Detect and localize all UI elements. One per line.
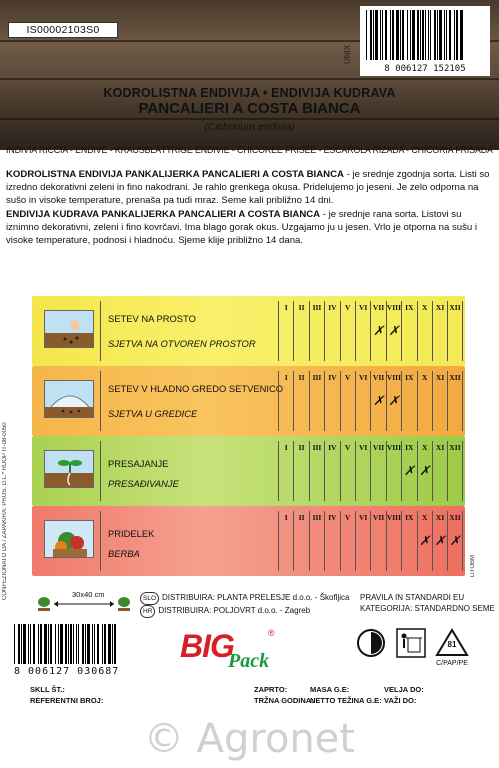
- barcode-bar: [104, 624, 106, 664]
- footer-sealed: [254, 684, 314, 706]
- barcode-bar: [385, 10, 387, 60]
- barcode-bar: [400, 10, 401, 60]
- barcode-bar: [373, 10, 374, 60]
- barcode-bar: [412, 10, 415, 60]
- month-mark: ✗: [388, 393, 400, 408]
- barcode-bar: [65, 624, 67, 664]
- barcode-bar: [375, 10, 378, 60]
- month-cell: [417, 441, 432, 501]
- month-label: VIII: [386, 513, 402, 522]
- barcode-bar: [410, 10, 411, 60]
- latin-name: (Cichorium endivia): [204, 121, 295, 133]
- distributors: [140, 592, 349, 618]
- footer-lot: [30, 684, 103, 706]
- month-label: IV: [328, 373, 337, 382]
- barcode-bar: [417, 10, 419, 60]
- month-label: VII: [372, 303, 385, 312]
- row-label-hr: BERBA: [108, 548, 140, 559]
- distributor-sl-text: DISTRIBUIRA: PLANTA PRELESJE d.o.o. - Škofljica: [162, 593, 350, 602]
- barcode-bar: [73, 624, 74, 664]
- month-cell: [401, 441, 416, 501]
- month-cell: [386, 371, 401, 431]
- month-mark: ✗: [388, 323, 400, 338]
- month-label: XII: [449, 303, 461, 312]
- logo-big: BIG: [180, 628, 234, 664]
- watermark-text: © Agronet: [143, 716, 356, 762]
- month-cell: [293, 301, 308, 361]
- footer-velja: VELJA DO:: [384, 685, 424, 694]
- green-dot-icon: [356, 628, 386, 658]
- side-text-packer: CONFEZIONATO DA / ZAPAKIRA: PROS. D.L.* RUOP IT-08-0050: [2, 422, 8, 600]
- month-cell: [293, 441, 308, 501]
- barcode-bar: [18, 624, 20, 664]
- barcode-bar: [114, 624, 116, 664]
- barcode-bar: [94, 624, 95, 664]
- month-label: I: [284, 303, 288, 312]
- month-cell: [324, 371, 339, 431]
- row-label-sl: SETEV NA PROSTO: [108, 313, 196, 324]
- month-label: IX: [405, 443, 414, 452]
- row-label-hr: SJETVA NA OTVOREN PROSTOR: [108, 338, 256, 349]
- footer-trzna: TRŽNA GODINA:: [254, 696, 314, 705]
- eu-rules: [360, 592, 495, 614]
- month-cell: [370, 511, 385, 571]
- recycling-code: C/PAP/PE: [436, 660, 468, 667]
- month-label: XI: [435, 373, 445, 382]
- country-code-hr: HR: [140, 605, 155, 618]
- barcode-bar: [76, 624, 77, 664]
- description: [6, 168, 494, 247]
- month-cell: [432, 511, 447, 571]
- month-cell: [340, 371, 355, 431]
- barcode-bar: [392, 10, 394, 60]
- month-label: VIII: [386, 443, 402, 452]
- month-cell: [417, 511, 432, 571]
- month-label: V: [345, 303, 351, 312]
- barcode-bar: [456, 10, 458, 60]
- barcode-bar: [108, 624, 111, 664]
- barcode-bar: [40, 624, 42, 664]
- month-label: IX: [405, 303, 414, 312]
- month-cell: [432, 441, 447, 501]
- month-cell: [417, 301, 432, 361]
- recycling-number: 81: [447, 640, 457, 649]
- description-sl-text: - je srednje zgodnja sorta. Listi so izredno dekorativni zeleni in fino nakodrani. Je rahlo grenkega okusa. Pridelujemo jo jeseni. Je zelo odporna na sušo in visoke temperature, prenaša pa tudi mraz. Seme kali približno 14 dni.: [6, 169, 490, 207]
- month-label: X: [422, 443, 428, 452]
- separator: [100, 441, 101, 501]
- month-cell: [417, 371, 432, 431]
- month-grid: [278, 371, 463, 431]
- row-label-sl: PRESAJANJE: [108, 458, 169, 469]
- month-cell: [309, 511, 324, 571]
- month-cell: [278, 511, 293, 571]
- month-label: II: [298, 303, 305, 312]
- barcode-bar: [402, 10, 404, 60]
- month-cell: [355, 511, 370, 571]
- logo-pack: Pack: [228, 650, 270, 672]
- barcode-bar: [112, 624, 113, 664]
- month-label: X: [422, 373, 428, 382]
- month-label: II: [298, 443, 305, 452]
- barcode-top-number: 8 006127 152105: [384, 64, 466, 74]
- month-label: III: [312, 513, 322, 522]
- month-label: VII: [372, 513, 385, 522]
- month-cell: [401, 371, 416, 431]
- barcode-bar: [48, 624, 49, 664]
- barcode-bar: [60, 624, 63, 664]
- month-cell: [293, 371, 308, 431]
- barcode-bar: [439, 10, 442, 60]
- month-cell: [370, 301, 385, 361]
- description-sl-title: KODROLISTNA ENDIVIJA PANKALIJERKA PANCALIERI A COSTA BIANCA: [6, 169, 344, 180]
- footer-zaprto: ZAPRTO:: [254, 685, 288, 694]
- month-cell: [293, 511, 308, 571]
- barcode-bar: [366, 10, 367, 60]
- month-cell: [447, 301, 462, 361]
- month-cell: [340, 301, 355, 361]
- barcode-bar: [102, 624, 103, 664]
- month-cell: [355, 441, 370, 501]
- month-label: VI: [358, 513, 368, 522]
- month-cell: [309, 301, 324, 361]
- barcode-bar: [380, 10, 381, 60]
- sowing-outdoor-icon: [44, 310, 94, 348]
- month-mark: ✗: [373, 393, 384, 408]
- month-cell: [447, 441, 462, 501]
- month-mark: ✗: [434, 533, 446, 548]
- coldframe-icon: [44, 380, 94, 418]
- month-label: V: [345, 373, 351, 382]
- month-label: VIII: [386, 303, 402, 312]
- barcode-bar: [21, 624, 22, 664]
- dispose-bin-icon: [396, 628, 426, 658]
- barcode-bar: [430, 10, 431, 60]
- barcode-bar: [50, 624, 52, 664]
- barcode-bar: [460, 10, 463, 60]
- month-cell: [401, 511, 416, 571]
- barcode-bar: [87, 624, 90, 664]
- footer-weight: [310, 684, 382, 706]
- month-cell: [432, 371, 447, 431]
- month-label: XII: [449, 443, 461, 452]
- footer-skll: SKLL ŠT.:: [30, 685, 65, 694]
- barcode-bar: [82, 624, 84, 664]
- month-label: V: [345, 513, 351, 522]
- barcode-bar: [434, 10, 436, 60]
- month-cell: [309, 371, 324, 431]
- month-cell: [278, 301, 293, 361]
- month-cell: [278, 371, 293, 431]
- row-label-hr: PRESAĐIVANJE: [108, 478, 179, 489]
- month-cell: [340, 441, 355, 501]
- barcode-top: [360, 6, 490, 76]
- month-label: II: [298, 513, 305, 522]
- month-label: VI: [358, 303, 368, 312]
- month-label: VI: [358, 373, 368, 382]
- spacing-value: 30x40 cm: [72, 590, 105, 599]
- distributor-hr-text: DISTRIBUIRA: POLJOVRT d.o.o. - Zagreb: [158, 606, 311, 615]
- barcode-bar: [23, 624, 26, 664]
- barcode-bar: [58, 624, 59, 664]
- harvest-icon: [44, 520, 94, 558]
- month-label: V: [345, 443, 351, 452]
- country-code-sl: SLO: [140, 592, 159, 605]
- barcode-bar: [70, 624, 72, 664]
- barcode-bar: [55, 624, 56, 664]
- month-label: X: [422, 513, 428, 522]
- description-hr-title: ENDIVIJA KUDRAVA PANKALIJERKA PANCALIERI A COSTA BIANCA: [6, 208, 321, 220]
- month-cell: [355, 371, 370, 431]
- barcode-bar: [85, 624, 86, 664]
- month-cell: [370, 371, 385, 431]
- barcode-bar: [30, 624, 31, 664]
- month-label: IV: [328, 513, 337, 522]
- barcode-bar: [390, 10, 391, 60]
- month-grid: [278, 301, 463, 361]
- month-mark: ✗: [419, 463, 431, 478]
- barcode-bar: [78, 624, 79, 664]
- month-cell: [340, 511, 355, 571]
- unix-label: UNIX: [343, 44, 352, 64]
- month-cell: [386, 511, 401, 571]
- month-cell: [386, 441, 401, 501]
- month-cell: [278, 441, 293, 501]
- month-label: XII: [449, 373, 461, 382]
- month-label: IV: [328, 303, 337, 312]
- footer-valid: [384, 684, 424, 706]
- language-names: INDIVIA RICCIA - ENDIVE - KRAUSBLÄTTRIGE ENDIVIE - CHICORÉE FRISÉE - ESCAROLA RIZADA - CHICORIA FRISADA: [6, 145, 493, 155]
- rules-line2: KATEGORIJA: STANDARDNO SEME: [360, 604, 495, 613]
- month-label: IX: [405, 373, 414, 382]
- separator: [100, 371, 101, 431]
- month-label: III: [312, 373, 322, 382]
- month-cell: [324, 441, 339, 501]
- barcode-bar: [92, 624, 93, 664]
- barcode-bar: [454, 10, 455, 60]
- month-grid: [278, 441, 463, 501]
- month-cell: [324, 301, 339, 361]
- month-label: XI: [435, 303, 445, 312]
- barcode-bottom: [14, 624, 154, 680]
- barcode-bar: [14, 624, 15, 664]
- month-cell: [386, 301, 401, 361]
- barcode-bar: [407, 10, 408, 60]
- transplanting-icon: [44, 450, 94, 488]
- footer-vazi: VAŽI DO:: [384, 696, 417, 705]
- month-label: VIII: [386, 373, 402, 382]
- month-label: I: [284, 443, 288, 452]
- barcode-bar: [382, 10, 383, 60]
- footer-ref: REFERENTNI BROJ:: [30, 696, 104, 705]
- side-text-print: LITOBM: [470, 555, 476, 578]
- month-label: XI: [435, 443, 445, 452]
- month-mark: ✗: [373, 323, 384, 338]
- logo-registered: ®: [268, 628, 275, 638]
- barcode-bar: [97, 624, 99, 664]
- barcode-bar: [425, 10, 426, 60]
- month-label: VII: [372, 373, 385, 382]
- month-label: III: [312, 443, 322, 452]
- month-cell: [370, 441, 385, 501]
- row-label-hr: SJETVA U GREDICE: [108, 408, 198, 419]
- barcode-bar: [422, 10, 424, 60]
- month-label: III: [312, 303, 322, 312]
- title-common-names: KODROLISTNA ENDIVIJA • ENDIVIJA KUDRAVA: [103, 86, 396, 100]
- month-label: I: [284, 513, 288, 522]
- barcode-bar: [437, 10, 438, 60]
- description-hr-text: - je srednje rana sorta. Listovi su iznimno dekorativni, zeleni i fino kovrčavi. Ima blago gorak okus. Uzgajamo ju u jesen. Vrlo je otporna na sušu i visoke temperature, podnosi i hladnoću. Sjeme klije približno 14 dana.: [6, 208, 478, 247]
- month-mark: ✗: [403, 463, 415, 478]
- month-grid: [278, 511, 463, 571]
- barcode-bar: [28, 624, 29, 664]
- barcode-bar: [444, 10, 445, 60]
- product-code: IS00002103S0: [8, 22, 118, 38]
- month-label: IX: [405, 513, 414, 522]
- barcode-bottom-bars: [14, 624, 154, 664]
- month-mark: ✗: [449, 533, 461, 548]
- footer-masa: MASA G.E:: [310, 685, 350, 694]
- month-label: I: [284, 373, 288, 382]
- row-label-sl: PRIDELEK: [108, 528, 155, 539]
- title-variety: PANCALIERI A COSTA BIANCA: [138, 100, 361, 117]
- rules-line1: PRAVILA IN STANDARDI EU: [360, 593, 465, 602]
- month-cell: [309, 441, 324, 501]
- barcode-bar: [33, 624, 35, 664]
- barcode-bar: [396, 10, 399, 60]
- month-cell: [355, 301, 370, 361]
- month-cell: [432, 301, 447, 361]
- barcode-bar: [44, 624, 47, 664]
- barcode-bar: [420, 10, 421, 60]
- barcode-bar: [370, 10, 372, 60]
- month-cell: [447, 371, 462, 431]
- month-label: XII: [449, 513, 461, 522]
- month-mark: ✗: [419, 533, 431, 548]
- month-label: VII: [372, 443, 385, 452]
- distributor-hr: [140, 605, 349, 618]
- separator: [100, 511, 101, 571]
- month-cell: [401, 301, 416, 361]
- month-cell: [324, 511, 339, 571]
- barcode-bar: [68, 624, 69, 664]
- barcode-bar: [38, 624, 39, 664]
- footer-neto: NETTO TEŽINA G.E:: [310, 696, 382, 705]
- recycling-icon: [434, 628, 470, 672]
- month-label: XI: [435, 513, 445, 522]
- month-label: II: [298, 373, 305, 382]
- month-label: X: [422, 303, 428, 312]
- title-block: [0, 86, 499, 133]
- month-label: IV: [328, 443, 337, 452]
- row-label-sl: SETEV V HLADNO GREDO SETVENICO: [108, 383, 284, 394]
- bigpack-logo: [180, 628, 290, 672]
- month-cell: [447, 511, 462, 571]
- barcode-bottom-number: 8 006127 030687: [14, 666, 120, 677]
- barcode-bars: [366, 10, 484, 60]
- month-label: VI: [358, 443, 368, 452]
- separator: [100, 301, 101, 361]
- barcode-bar: [446, 10, 447, 60]
- distributor-sl: [140, 592, 349, 605]
- barcode-bar: [428, 10, 429, 60]
- barcode-bar: [449, 10, 451, 60]
